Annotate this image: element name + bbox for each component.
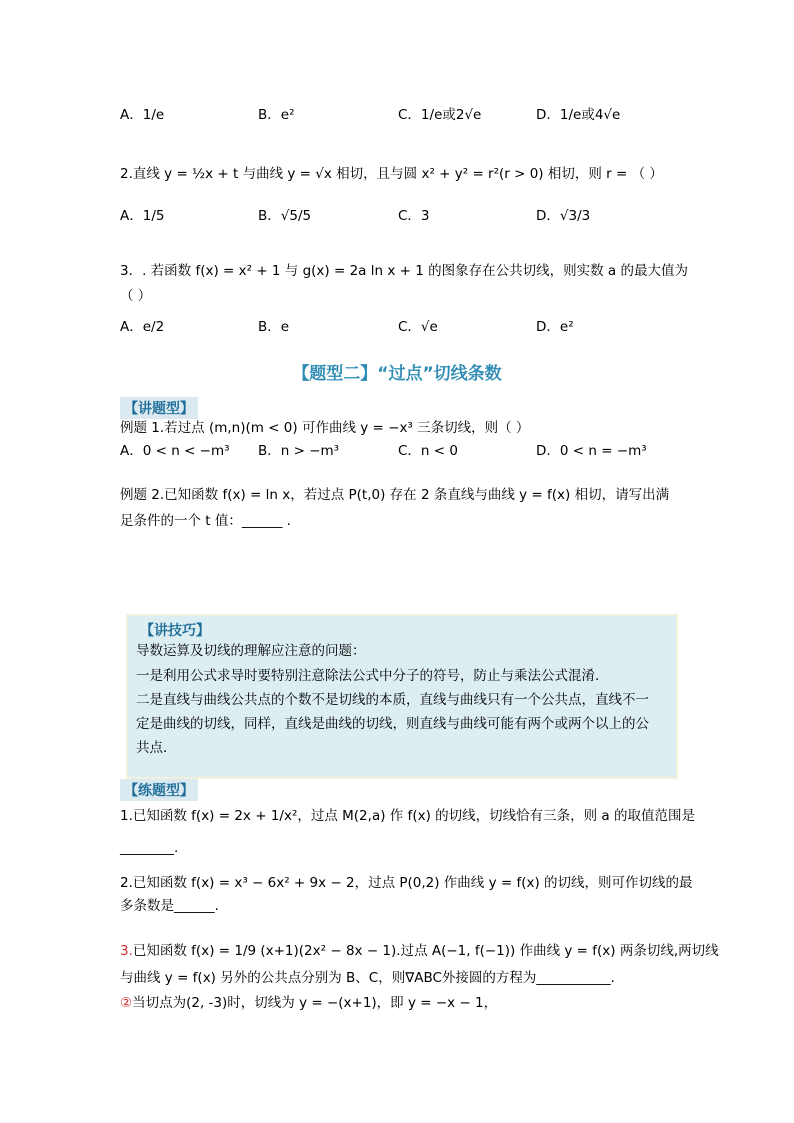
solution-line <box>120 993 497 1013</box>
jiang-tixing-tag: 【讲题型】 <box>120 397 198 419</box>
tip-box <box>126 614 678 779</box>
example1-stem: 例题 1.若过点 (m,n)(m < 0) 可作曲线 y = −x³ 三条切线，则（ ） <box>120 420 530 436</box>
p1-line1: 1.已知函数 f(x) = 2x + 1/x²，过点 M(2,a) 作 f(x) 的切线，切线恰有三条，则 a 的取值范围是 <box>120 808 695 824</box>
q3-option-a: A．e/2 <box>120 319 165 335</box>
example2-line2: 足条件的一个 t 值：______ . <box>120 513 291 529</box>
p3-line1 <box>120 941 719 961</box>
q3-option-c: C．√e <box>398 319 438 335</box>
tip-line-3: 二是直线与曲线公共点的个数不是切线的本质，直线与曲线只有一个公共点，直线不一 <box>136 692 649 708</box>
tip-line-1: 导数运算及切线的理解应注意的问题： <box>136 643 366 659</box>
example1-option-c: C．n < 0 <box>398 443 458 459</box>
q1-option-c: C．1/e或2√e <box>398 107 482 123</box>
q2-stem: 2.直线 y = ½x + t 与曲线 y = √x 相切，且与圆 x² + y² = r²(r > 0) 相切，则 r = （ ） <box>120 166 663 182</box>
q2-options <box>120 201 680 231</box>
q1-option-d: D．1/e或4√e <box>536 107 621 123</box>
tip-line-5: 共点． <box>136 740 177 756</box>
q1-option-b: B．e² <box>258 107 295 123</box>
example1-options <box>120 436 680 466</box>
jiang-jiqiao-tag: 【讲技巧】 <box>140 623 210 639</box>
q2-option-a: A．1/5 <box>120 208 165 224</box>
q1-option-a: A．1/e <box>120 107 165 123</box>
example1-option-a: A．0 < n < −m³ <box>120 443 230 459</box>
section-title: 【题型二】“过点”切线条数 <box>292 364 502 384</box>
q1-options <box>120 100 680 130</box>
q3-option-b: B．e <box>258 319 290 335</box>
q2-option-c: C．3 <box>398 208 430 224</box>
q3-options <box>120 312 680 342</box>
example1-option-d: D．0 < n = −m³ <box>536 443 647 459</box>
q3-stem-line1: 3．. 若函数 f(x) = x² + 1 与 g(x) = 2a ln x + 1 的图象存在公共切线，则实数 a 的最大值为 <box>120 263 688 279</box>
p3-line2: 与曲线 y = f(x) 另外的公共点分别为 B、C，则∇ABC外接圆的方程为___________. <box>120 970 615 986</box>
solution-text: 当切点为(2, -3)时，切线为 y = −(x+1)，即 y = −x − 1， <box>132 995 498 1011</box>
p1-line2: ________. <box>120 840 179 856</box>
p2-line2: 多条数是______. <box>120 898 219 914</box>
q3-stem-line2: （ ） <box>120 288 152 304</box>
example1-option-b: B．n > −m³ <box>258 443 340 459</box>
p2-line1: 2.已知函数 f(x) = x³ − 6x² + 9x − 2，过点 P(0,2) 作曲线 y = f(x) 的切线，则可作切线的最 <box>120 875 693 891</box>
lian-tixing-tag: 【练题型】 <box>120 779 198 801</box>
q2-option-b: B．√5/5 <box>258 208 312 224</box>
q2-option-d: D．√3/3 <box>536 208 591 224</box>
p3-number: 3. <box>120 943 133 959</box>
tip-line-2: 一是利用公式求导时要特别注意除法公式中分子的符号，防止与乘法公式混淆． <box>136 668 609 684</box>
q3-option-d: D．e² <box>536 319 574 335</box>
tip-line-4: 定是曲线的切线，同样，直线是曲线的切线，则直线与曲线可能有两个或两个以上的公 <box>136 716 649 732</box>
circled-number: ② <box>120 995 133 1011</box>
p3-text: 已知函数 f(x) = 1/9 (x+1)(2x² − 8x − 1).过点 A(−1, f(−1)) 作曲线 y = f(x) 两条切线,两切线 <box>132 943 719 959</box>
example2-line1: 例题 2.已知函数 f(x) = ln x，若过点 P(t,0) 存在 2 条直线与曲线 y = f(x) 相切，请写出满 <box>120 487 670 503</box>
